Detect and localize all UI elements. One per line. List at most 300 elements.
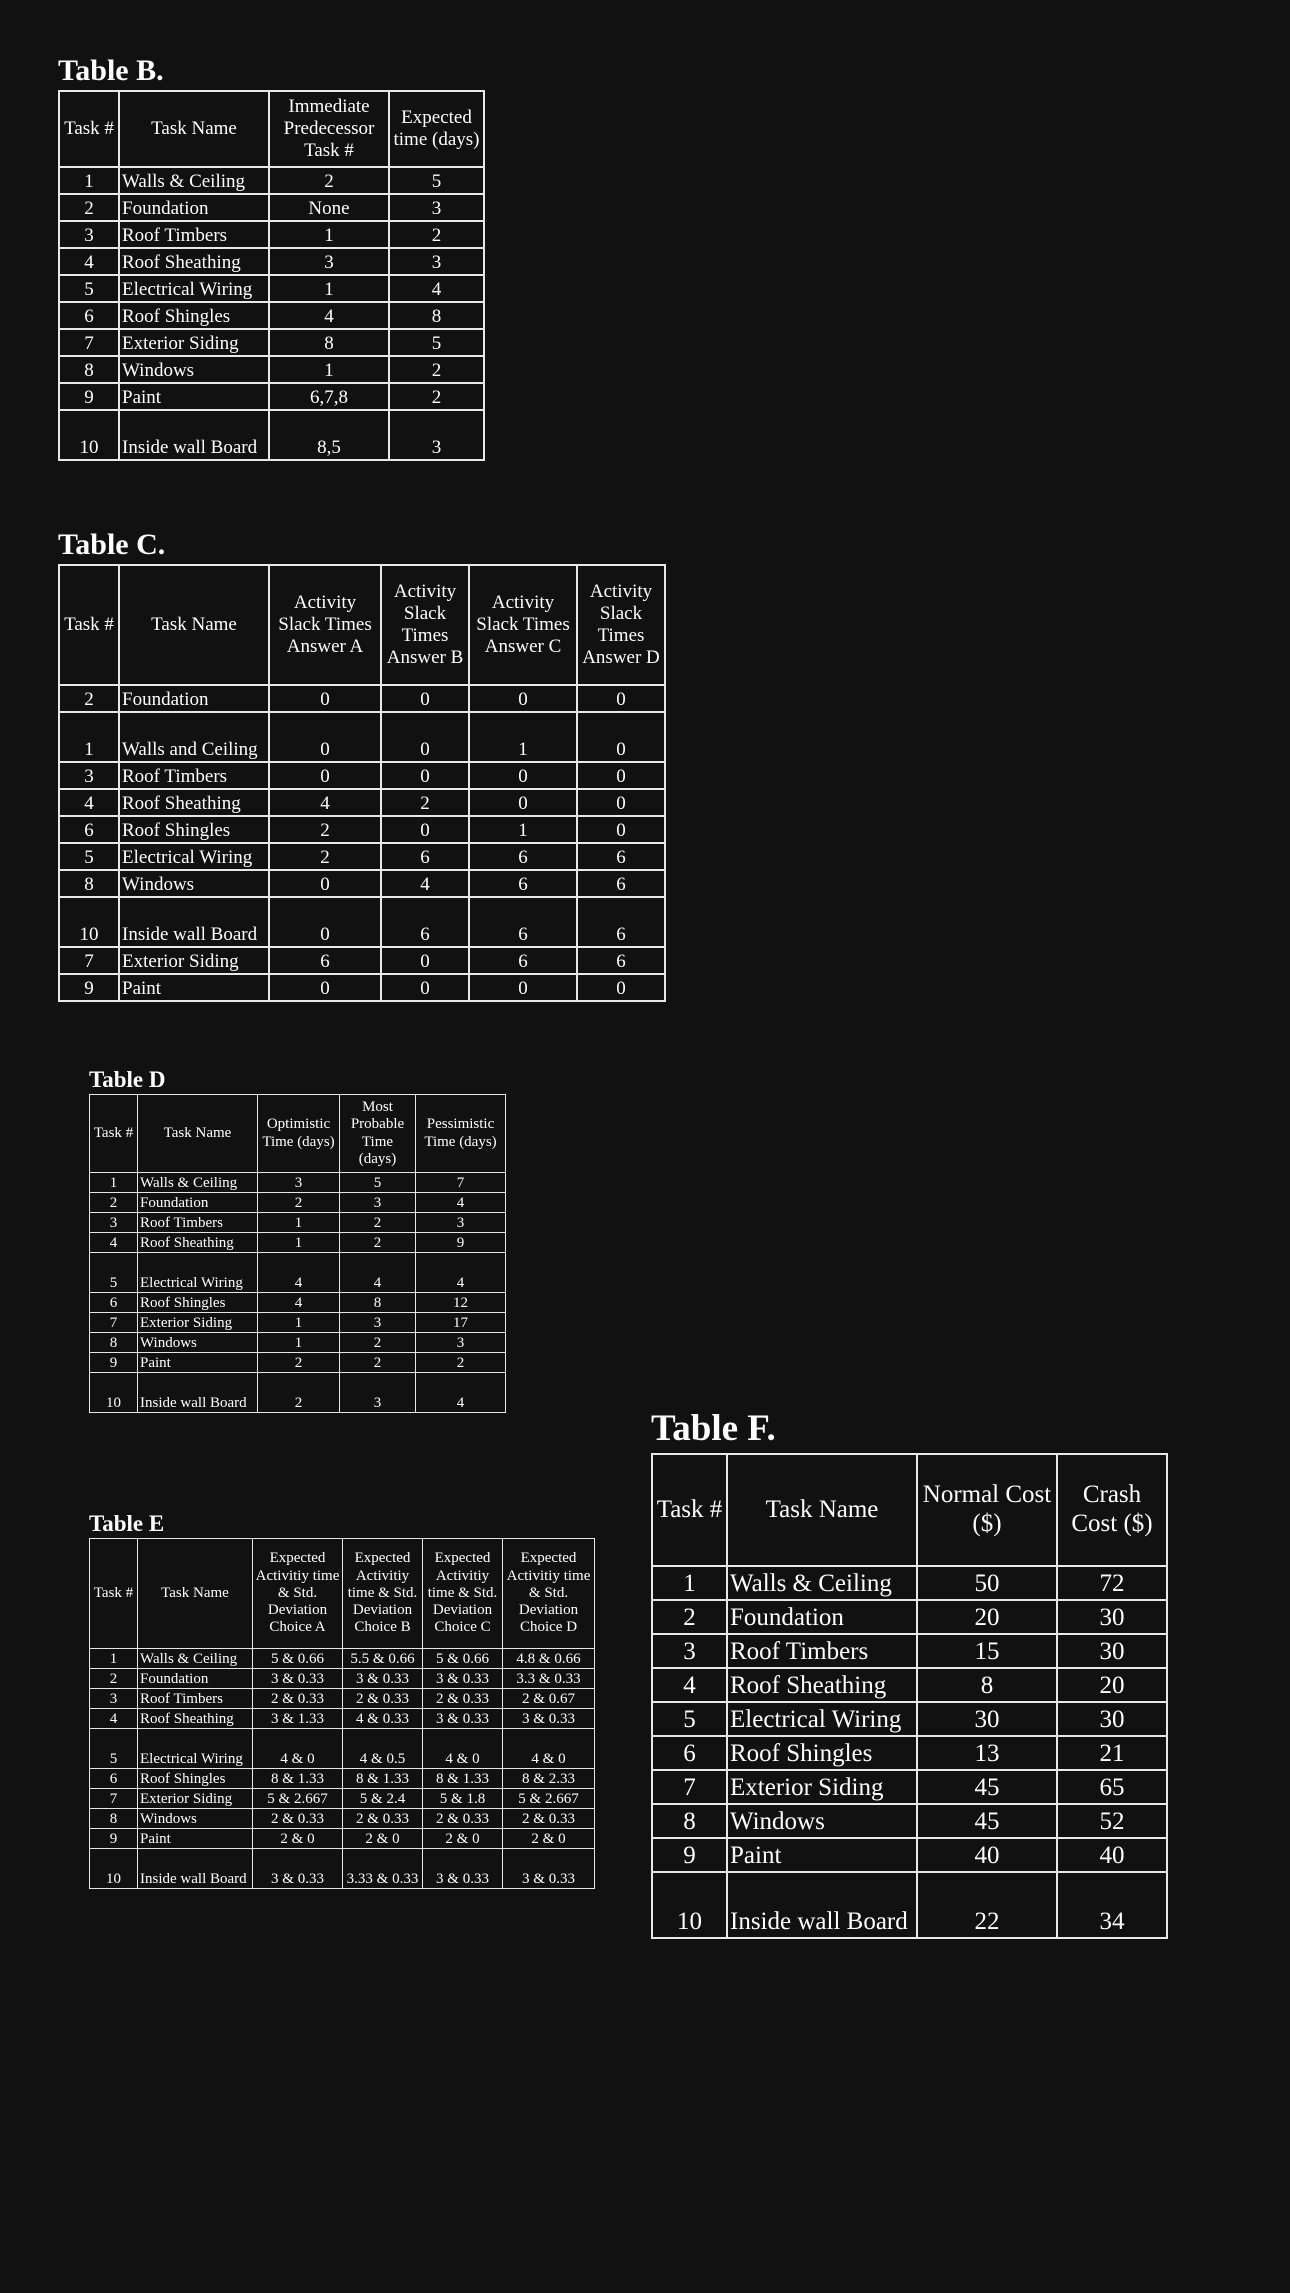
task-name-cell: Exterior Siding — [138, 1313, 258, 1333]
task-name-cell: Foundation — [138, 1193, 258, 1213]
table-row — [59, 762, 665, 789]
task-name-cell: Roof Timbers — [138, 1213, 258, 1233]
task-number-cell: 9 — [59, 383, 119, 410]
task-number-cell: 3 — [59, 221, 119, 248]
table-row — [90, 1373, 506, 1413]
value-cell: 3 & 1.33 — [253, 1709, 343, 1729]
column-header: Normal Cost ($) — [917, 1454, 1057, 1566]
task-name-cell: Foundation — [119, 685, 269, 712]
task-number-cell: 6 — [59, 302, 119, 329]
task-number-cell: 5 — [90, 1253, 138, 1293]
value-cell: 30 — [917, 1702, 1057, 1736]
value-cell: 2 — [269, 816, 381, 843]
task-name-cell: Foundation — [727, 1600, 917, 1634]
task-number-cell: 5 — [59, 843, 119, 870]
value-cell: 0 — [269, 712, 381, 762]
table-row — [652, 1804, 1167, 1838]
table-row — [59, 870, 665, 897]
task-number-cell: 1 — [90, 1173, 138, 1193]
value-cell: 4 — [258, 1293, 340, 1313]
value-cell: 1 — [258, 1213, 340, 1233]
value-cell: 8 & 1.33 — [253, 1769, 343, 1789]
task-number-cell: 5 — [652, 1702, 727, 1736]
value-cell: 8 — [917, 1668, 1057, 1702]
table-row — [652, 1770, 1167, 1804]
value-cell: 3 — [340, 1313, 416, 1333]
task-name-cell: Exterior Siding — [119, 947, 269, 974]
value-cell: 2 & 0.33 — [423, 1689, 503, 1709]
value-cell: 30 — [1057, 1634, 1167, 1668]
value-cell: 5 — [389, 167, 484, 194]
value-cell: 1 — [269, 221, 389, 248]
task-number-cell: 10 — [59, 410, 119, 460]
value-cell: 8 — [269, 329, 389, 356]
value-cell: 3 — [389, 410, 484, 460]
value-cell: 8 — [389, 302, 484, 329]
task-name-cell: Electrical Wiring — [138, 1729, 253, 1769]
task-name-cell: Foundation — [119, 194, 269, 221]
task-number-cell: 4 — [59, 248, 119, 275]
column-header: Immediate Predecessor Task # — [269, 91, 389, 167]
table-e-title: Table E — [89, 1511, 165, 1536]
table-row — [59, 410, 484, 460]
value-cell: 0 — [469, 974, 577, 1001]
column-header: Activity Slack Times Answer B — [381, 565, 469, 685]
value-cell: 2 & 0 — [503, 1829, 595, 1849]
value-cell: 52 — [1057, 1804, 1167, 1838]
value-cell: 6,7,8 — [269, 383, 389, 410]
task-number-cell: 9 — [90, 1829, 138, 1849]
value-cell: 4 — [269, 789, 381, 816]
column-header: Task # — [59, 565, 119, 685]
value-cell: 2 — [269, 843, 381, 870]
value-cell: 13 — [917, 1736, 1057, 1770]
column-header: Expected Activitiy time & Std. Deviation Choice B — [343, 1539, 423, 1649]
value-cell: 3 & 0.33 — [253, 1669, 343, 1689]
task-name-cell: Walls & Ceiling — [727, 1566, 917, 1600]
column-header: Activity Slack Times Answer A — [269, 565, 381, 685]
task-number-cell: 2 — [59, 685, 119, 712]
task-name-cell: Roof Shingles — [138, 1769, 253, 1789]
task-name-cell: Roof Timbers — [138, 1689, 253, 1709]
task-name-cell: Electrical Wiring — [727, 1702, 917, 1736]
table-c-title: Table C. — [58, 528, 166, 561]
value-cell: 1 — [469, 712, 577, 762]
column-header: Activity Slack Times Answer D — [577, 565, 665, 685]
table-row — [652, 1838, 1167, 1872]
value-cell: 4 — [416, 1373, 506, 1413]
column-header: Optimistic Time (days) — [258, 1095, 340, 1173]
table-row — [59, 974, 665, 1001]
value-cell: 6 — [577, 947, 665, 974]
task-number-cell: 4 — [59, 789, 119, 816]
value-cell: 2 & 0.33 — [503, 1809, 595, 1829]
table-row — [90, 1193, 506, 1213]
task-number-cell: 1 — [59, 167, 119, 194]
value-cell: 3 — [340, 1193, 416, 1213]
task-name-cell: Roof Shingles — [119, 816, 269, 843]
value-cell: 9 — [416, 1233, 506, 1253]
value-cell: 4 — [258, 1253, 340, 1293]
table-row — [90, 1253, 506, 1293]
task-name-cell: Paint — [138, 1829, 253, 1849]
value-cell: 3 & 0.33 — [343, 1669, 423, 1689]
task-number-cell: 4 — [652, 1668, 727, 1702]
value-cell: 2 — [416, 1353, 506, 1373]
value-cell: 2 & 0.33 — [253, 1689, 343, 1709]
task-number-cell: 3 — [652, 1634, 727, 1668]
task-number-cell: 2 — [90, 1669, 138, 1689]
task-name-cell: Roof Shingles — [119, 302, 269, 329]
value-cell: 4 — [381, 870, 469, 897]
value-cell: 2 — [258, 1353, 340, 1373]
value-cell: 0 — [269, 870, 381, 897]
table-row — [59, 947, 665, 974]
column-header: Expected Activitiy time & Std. Deviation Choice D — [503, 1539, 595, 1649]
task-name-cell: Walls & Ceiling — [138, 1173, 258, 1193]
value-cell: 6 — [469, 897, 577, 947]
value-cell: 3 & 0.33 — [423, 1669, 503, 1689]
value-cell: 6 — [469, 843, 577, 870]
value-cell: 1 — [258, 1333, 340, 1353]
task-number-cell: 3 — [59, 762, 119, 789]
table-row — [59, 897, 665, 947]
value-cell: 8 & 1.33 — [343, 1769, 423, 1789]
task-name-cell: Windows — [138, 1809, 253, 1829]
column-header: Task Name — [119, 91, 269, 167]
table-b-title: Table B. — [58, 54, 164, 87]
value-cell: 0 — [577, 762, 665, 789]
task-name-cell: Roof Shingles — [138, 1293, 258, 1313]
value-cell: 40 — [917, 1838, 1057, 1872]
task-number-cell: 3 — [90, 1213, 138, 1233]
table-row — [59, 248, 484, 275]
task-number-cell: 10 — [90, 1373, 138, 1413]
value-cell: 2 & 0.33 — [343, 1689, 423, 1709]
column-header: Crash Cost ($) — [1057, 1454, 1167, 1566]
value-cell: 4 & 0 — [253, 1729, 343, 1769]
value-cell: 2 — [269, 167, 389, 194]
table-row — [652, 1668, 1167, 1702]
value-cell: 30 — [1057, 1702, 1167, 1736]
value-cell: 8 & 1.33 — [423, 1769, 503, 1789]
value-cell: 0 — [381, 947, 469, 974]
task-number-cell: 10 — [59, 897, 119, 947]
value-cell: 4 & 0 — [503, 1729, 595, 1769]
table-row — [652, 1634, 1167, 1668]
column-header: Task # — [90, 1539, 138, 1649]
task-name-cell: Roof Sheathing — [138, 1709, 253, 1729]
table-row — [90, 1729, 595, 1769]
table-e-block — [89, 1512, 595, 1889]
value-cell: 45 — [917, 1770, 1057, 1804]
table-row — [90, 1769, 595, 1789]
task-number-cell: 5 — [90, 1729, 138, 1769]
value-cell: 2 & 0 — [423, 1829, 503, 1849]
value-cell: 4 & 0.5 — [343, 1729, 423, 1769]
table-b — [58, 90, 485, 461]
value-cell: 6 — [577, 843, 665, 870]
value-cell: 5 & 2.667 — [253, 1789, 343, 1809]
task-number-cell: 7 — [652, 1770, 727, 1804]
value-cell: 15 — [917, 1634, 1057, 1668]
table-header-row — [90, 1539, 595, 1649]
task-name-cell: Windows — [119, 870, 269, 897]
column-header: Task Name — [119, 565, 269, 685]
column-header: Task # — [652, 1454, 727, 1566]
value-cell: 0 — [469, 685, 577, 712]
table-row — [652, 1736, 1167, 1770]
table-header-row — [90, 1095, 506, 1173]
table-row — [652, 1600, 1167, 1634]
task-name-cell: Paint — [138, 1353, 258, 1373]
task-name-cell: Paint — [119, 974, 269, 1001]
value-cell: 2 — [258, 1193, 340, 1213]
table-row — [90, 1293, 506, 1313]
value-cell: 2 & 0.33 — [423, 1809, 503, 1829]
task-number-cell: 2 — [59, 194, 119, 221]
column-header: Activity Slack Times Answer C — [469, 565, 577, 685]
value-cell: 6 — [469, 870, 577, 897]
value-cell: 5 & 2.4 — [343, 1789, 423, 1809]
table-row — [652, 1566, 1167, 1600]
task-name-cell: Walls & Ceiling — [119, 167, 269, 194]
task-number-cell: 7 — [90, 1789, 138, 1809]
value-cell: 7 — [416, 1173, 506, 1193]
value-cell: None — [269, 194, 389, 221]
task-number-cell: 3 — [90, 1689, 138, 1709]
value-cell: 6 — [469, 947, 577, 974]
value-cell: 0 — [577, 974, 665, 1001]
task-name-cell: Roof Sheathing — [119, 789, 269, 816]
task-number-cell: 7 — [59, 947, 119, 974]
task-name-cell: Walls & Ceiling — [138, 1649, 253, 1669]
task-number-cell: 6 — [90, 1293, 138, 1313]
table-c-block — [58, 530, 666, 1002]
table-c — [58, 564, 666, 1002]
value-cell: 8 & 2.33 — [503, 1769, 595, 1789]
column-header: Expected Activitiy time & Std. Deviation Choice C — [423, 1539, 503, 1649]
value-cell: 1 — [258, 1313, 340, 1333]
value-cell: 3 & 0.33 — [423, 1849, 503, 1889]
task-number-cell: 7 — [59, 329, 119, 356]
table-row — [652, 1872, 1167, 1938]
value-cell: 5 & 2.667 — [503, 1789, 595, 1809]
value-cell: 2 — [389, 221, 484, 248]
table-row — [90, 1789, 595, 1809]
value-cell: 3 & 0.33 — [253, 1849, 343, 1889]
table-row — [59, 329, 484, 356]
task-name-cell: Roof Shingles — [727, 1736, 917, 1770]
task-name-cell: Paint — [119, 383, 269, 410]
task-number-cell: 9 — [90, 1353, 138, 1373]
table-row — [90, 1353, 506, 1373]
value-cell: 2 — [340, 1333, 416, 1353]
task-number-cell: 10 — [652, 1872, 727, 1938]
column-header: Expected Activitiy time & Std. Deviation Choice A — [253, 1539, 343, 1649]
table-row — [59, 789, 665, 816]
table-row — [90, 1709, 595, 1729]
table-header-row — [59, 91, 484, 167]
value-cell: 6 — [269, 947, 381, 974]
value-cell: 2 — [340, 1213, 416, 1233]
value-cell: 0 — [469, 789, 577, 816]
table-row — [90, 1829, 595, 1849]
column-header: Expected time (days) — [389, 91, 484, 167]
value-cell: 45 — [917, 1804, 1057, 1838]
value-cell: 30 — [1057, 1600, 1167, 1634]
task-name-cell: Exterior Siding — [727, 1770, 917, 1804]
value-cell: 1 — [258, 1233, 340, 1253]
value-cell: 0 — [381, 816, 469, 843]
value-cell: 1 — [269, 275, 389, 302]
value-cell: 2 — [340, 1353, 416, 1373]
value-cell: 5 & 1.8 — [423, 1789, 503, 1809]
task-number-cell: 6 — [90, 1769, 138, 1789]
value-cell: 0 — [269, 897, 381, 947]
task-name-cell: Foundation — [138, 1669, 253, 1689]
task-name-cell: Inside wall Board — [138, 1849, 253, 1889]
task-number-cell: 10 — [90, 1849, 138, 1889]
value-cell: 0 — [381, 974, 469, 1001]
task-number-cell: 2 — [652, 1600, 727, 1634]
value-cell: 0 — [469, 762, 577, 789]
table-row — [59, 685, 665, 712]
task-number-cell: 9 — [652, 1838, 727, 1872]
value-cell: 3 & 0.33 — [503, 1709, 595, 1729]
task-number-cell: 4 — [90, 1709, 138, 1729]
column-header: Pessimistic Time (days) — [416, 1095, 506, 1173]
column-header: Most Probable Time (days) — [340, 1095, 416, 1173]
value-cell: 5 & 0.66 — [253, 1649, 343, 1669]
table-row — [90, 1333, 506, 1353]
task-number-cell: 1 — [652, 1566, 727, 1600]
table-header-row — [652, 1454, 1167, 1566]
table-row — [59, 712, 665, 762]
value-cell: 20 — [1057, 1668, 1167, 1702]
task-name-cell: Walls and Ceiling — [119, 712, 269, 762]
table-row — [59, 816, 665, 843]
value-cell: 3 — [258, 1173, 340, 1193]
task-name-cell: Roof Timbers — [727, 1634, 917, 1668]
task-number-cell: 8 — [90, 1333, 138, 1353]
value-cell: 4 — [389, 275, 484, 302]
task-number-cell: 6 — [59, 816, 119, 843]
value-cell: 0 — [269, 974, 381, 1001]
value-cell: 4 — [416, 1193, 506, 1213]
column-header: Task Name — [138, 1095, 258, 1173]
value-cell: 2 & 0.67 — [503, 1689, 595, 1709]
value-cell: 1 — [469, 816, 577, 843]
table-row — [59, 356, 484, 383]
table-row — [90, 1689, 595, 1709]
table-d-title: Table D — [89, 1067, 166, 1092]
table-row — [90, 1669, 595, 1689]
task-name-cell: Inside wall Board — [119, 410, 269, 460]
value-cell: 3.33 & 0.33 — [343, 1849, 423, 1889]
value-cell: 72 — [1057, 1566, 1167, 1600]
table-row — [59, 302, 484, 329]
table-row — [90, 1233, 506, 1253]
table-row — [90, 1213, 506, 1233]
task-name-cell: Electrical Wiring — [138, 1253, 258, 1293]
task-name-cell: Windows — [727, 1804, 917, 1838]
value-cell: 0 — [577, 712, 665, 762]
task-name-cell: Paint — [727, 1838, 917, 1872]
table-row — [90, 1313, 506, 1333]
table-f-block — [651, 1410, 1168, 1939]
value-cell: 5 — [389, 329, 484, 356]
value-cell: 3.3 & 0.33 — [503, 1669, 595, 1689]
table-f-title: Table F. — [651, 1408, 776, 1449]
task-name-cell: Roof Sheathing — [727, 1668, 917, 1702]
column-header: Task # — [90, 1095, 138, 1173]
table-d — [89, 1094, 506, 1413]
value-cell: 0 — [381, 712, 469, 762]
value-cell: 4 & 0 — [423, 1729, 503, 1769]
task-number-cell: 7 — [90, 1313, 138, 1333]
table-row — [90, 1849, 595, 1889]
value-cell: 2 — [258, 1373, 340, 1413]
task-number-cell: 8 — [652, 1804, 727, 1838]
column-header: Task Name — [138, 1539, 253, 1649]
value-cell: 2 — [381, 789, 469, 816]
value-cell: 20 — [917, 1600, 1057, 1634]
value-cell: 2 & 0 — [253, 1829, 343, 1849]
task-name-cell: Exterior Siding — [119, 329, 269, 356]
table-e — [89, 1538, 595, 1889]
value-cell: 0 — [381, 762, 469, 789]
value-cell: 6 — [381, 843, 469, 870]
value-cell: 2 & 0.33 — [253, 1809, 343, 1829]
value-cell: 2 — [340, 1233, 416, 1253]
value-cell: 4 & 0.33 — [343, 1709, 423, 1729]
value-cell: 6 — [381, 897, 469, 947]
task-name-cell: Roof Timbers — [119, 221, 269, 248]
table-f — [651, 1453, 1168, 1939]
value-cell: 17 — [416, 1313, 506, 1333]
value-cell: 3 — [269, 248, 389, 275]
value-cell: 2 — [389, 383, 484, 410]
table-row — [59, 194, 484, 221]
task-number-cell: 2 — [90, 1193, 138, 1213]
value-cell: 0 — [577, 685, 665, 712]
task-number-cell: 1 — [59, 712, 119, 762]
task-name-cell: Exterior Siding — [138, 1789, 253, 1809]
value-cell: 5 & 0.66 — [423, 1649, 503, 1669]
value-cell: 3 — [389, 194, 484, 221]
value-cell: 0 — [381, 685, 469, 712]
task-name-cell: Roof Sheathing — [119, 248, 269, 275]
table-row — [90, 1809, 595, 1829]
value-cell: 5 — [340, 1173, 416, 1193]
value-cell: 3 — [416, 1213, 506, 1233]
table-row — [90, 1173, 506, 1193]
value-cell: 3 — [416, 1333, 506, 1353]
value-cell: 12 — [416, 1293, 506, 1313]
task-number-cell: 1 — [90, 1649, 138, 1669]
value-cell: 3 — [340, 1373, 416, 1413]
task-name-cell: Windows — [138, 1333, 258, 1353]
value-cell: 2 — [389, 356, 484, 383]
value-cell: 3 & 0.33 — [423, 1709, 503, 1729]
value-cell: 34 — [1057, 1872, 1167, 1938]
task-name-cell: Roof Sheathing — [138, 1233, 258, 1253]
value-cell: 1 — [269, 356, 389, 383]
value-cell: 3 — [389, 248, 484, 275]
task-number-cell: 8 — [59, 356, 119, 383]
value-cell: 21 — [1057, 1736, 1167, 1770]
